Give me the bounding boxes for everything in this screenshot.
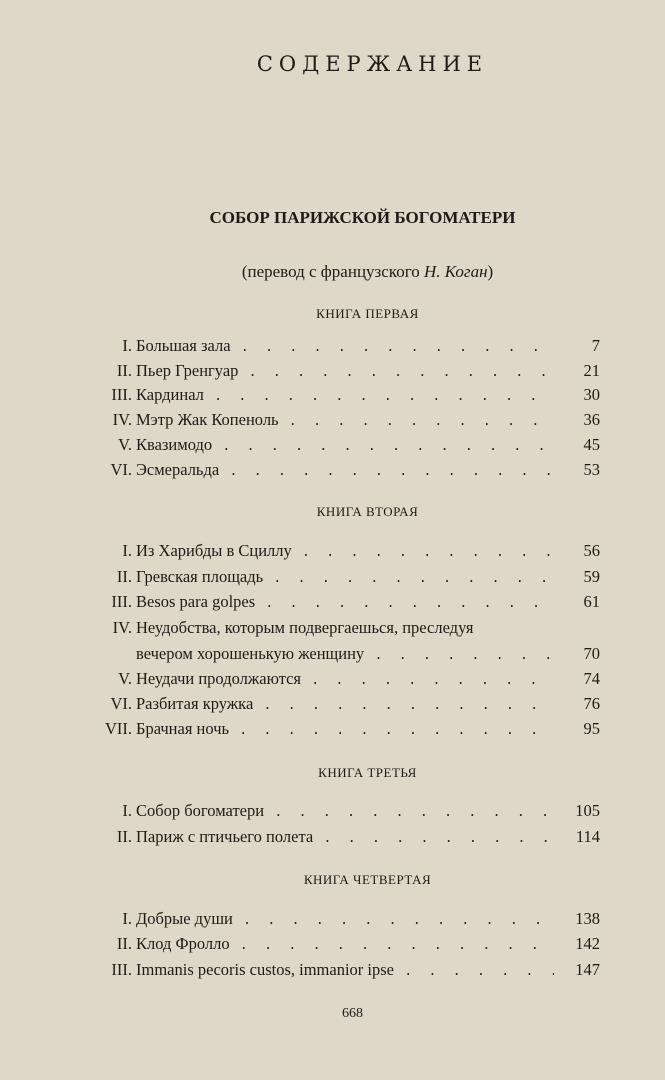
chapter-title: Неудачи продолжаются . . . <box>136 666 554 692</box>
toc-entry[interactable] <box>90 538 600 564</box>
chapter-title: Из Харибды в Сциллу . . . <box>136 538 554 564</box>
toc-entry[interactable] <box>90 641 600 667</box>
chapter-title: Гревская площадь . . . <box>136 564 554 590</box>
page-ref: 53 <box>583 460 600 479</box>
chapter-number: II. <box>116 827 132 846</box>
book-heading: КНИГА ВТОРАЯ <box>316 504 419 519</box>
chapter-title: Квазимодо . . . <box>136 432 554 458</box>
chapter-title: Добрые души . . . <box>136 906 554 932</box>
toc-entry[interactable] <box>90 798 600 824</box>
page-ref: 56 <box>583 541 600 560</box>
chapter-number: II. <box>116 934 132 953</box>
toc-entry[interactable] <box>90 432 600 458</box>
toc-entry[interactable] <box>90 358 600 384</box>
page-number: 668 <box>342 1006 363 1021</box>
chapter-title: Эсмеральда . . . <box>136 457 554 483</box>
page-ref: 7 <box>591 336 600 355</box>
page-ref: 74 <box>583 669 600 688</box>
chapter-title: Мэтр Жак Копеноль . . . <box>136 407 554 433</box>
page-ref: 59 <box>583 567 600 586</box>
chapter-title: Разбитая кружка . . . <box>136 691 554 717</box>
toc-entry[interactable] <box>90 333 600 359</box>
chapter-number: II. <box>116 361 132 380</box>
chapter-title: Besos para golpes . . . <box>136 589 554 615</box>
chapter-title: вечером хорошенькую женщину . . . <box>136 641 554 667</box>
chapter-title: Кардинал . . . <box>136 382 554 408</box>
page-ref: 105 <box>575 801 600 820</box>
work-title: СОБОР ПАРИЖСКОЙ БОГОМАТЕРИ <box>209 208 516 227</box>
toc-entry[interactable] <box>90 716 600 742</box>
page-ref: 138 <box>575 909 600 928</box>
page-ref: 21 <box>583 361 600 380</box>
chapter-title: Большая зала . . . <box>136 333 554 359</box>
contents-title: СОДЕРЖАНИЕ <box>256 52 489 76</box>
book-heading: КНИГА ПЕРВАЯ <box>316 306 419 321</box>
chapter-number: VII. <box>104 719 132 738</box>
toc-entry[interactable] <box>90 906 600 932</box>
book-heading: КНИГА ТРЕТЬЯ <box>318 765 417 780</box>
page-ref: 142 <box>575 934 600 953</box>
page-ref: 114 <box>575 827 600 846</box>
chapter-title: Immanis pecoris custos, immanior ipse . . . <box>136 957 554 983</box>
chapter-title: Брачная ночь . . . <box>136 716 554 742</box>
chapter-number: IV. <box>112 618 132 637</box>
chapter-title: Пьер Гренгуар . . . <box>136 358 554 384</box>
page-ref: 147 <box>575 960 600 979</box>
chapter-number: I. <box>122 336 132 355</box>
page-ref: 61 <box>583 592 600 611</box>
chapter-title: Неудобства, которым подвергаешься, преследуя <box>136 618 474 637</box>
translation-suffix: ) <box>487 262 494 281</box>
chapter-number: VI. <box>110 460 132 479</box>
page-ref: 45 <box>583 435 600 454</box>
translation-note <box>0 262 665 282</box>
chapter-title: Клод Фролло . . . <box>136 931 554 957</box>
toc-entry[interactable] <box>90 564 600 590</box>
chapter-number: II. <box>116 567 132 586</box>
book-heading: КНИГА ЧЕТВЕРТАЯ <box>303 872 432 887</box>
toc-entry[interactable] <box>90 691 600 717</box>
chapter-number: III. <box>111 960 132 979</box>
chapter-number: III. <box>111 385 132 404</box>
chapter-number: IV. <box>112 410 132 429</box>
translator-name: Н. Коган <box>424 262 488 281</box>
chapter-title: Собор богоматери . . . <box>136 798 554 824</box>
toc-entry[interactable] <box>90 457 600 483</box>
chapter-number: V. <box>118 435 132 454</box>
chapter-number: V. <box>118 669 132 688</box>
toc-entry[interactable] <box>90 824 600 850</box>
page-ref: 95 <box>583 719 600 738</box>
page-ref: 70 <box>583 644 600 663</box>
chapter-number: I. <box>122 801 132 820</box>
chapter-number: III. <box>111 592 132 611</box>
chapter-title: Париж с птичьего полета . . . <box>136 824 554 850</box>
chapter-number: VI. <box>110 694 132 713</box>
toc-entry[interactable] <box>90 407 600 433</box>
toc-entry[interactable] <box>90 957 600 983</box>
toc-entry[interactable] <box>90 615 600 641</box>
translation-prefix: (перевод с французского <box>241 262 420 281</box>
chapter-number: I. <box>122 541 132 560</box>
page-ref: 30 <box>583 385 600 404</box>
page-ref: 76 <box>583 694 600 713</box>
toc-entry[interactable] <box>90 589 600 615</box>
chapter-number: I. <box>122 909 132 928</box>
page-ref: 36 <box>583 410 600 429</box>
toc-entry[interactable] <box>90 666 600 692</box>
toc-entry[interactable] <box>90 382 600 408</box>
toc-entry[interactable] <box>90 931 600 957</box>
